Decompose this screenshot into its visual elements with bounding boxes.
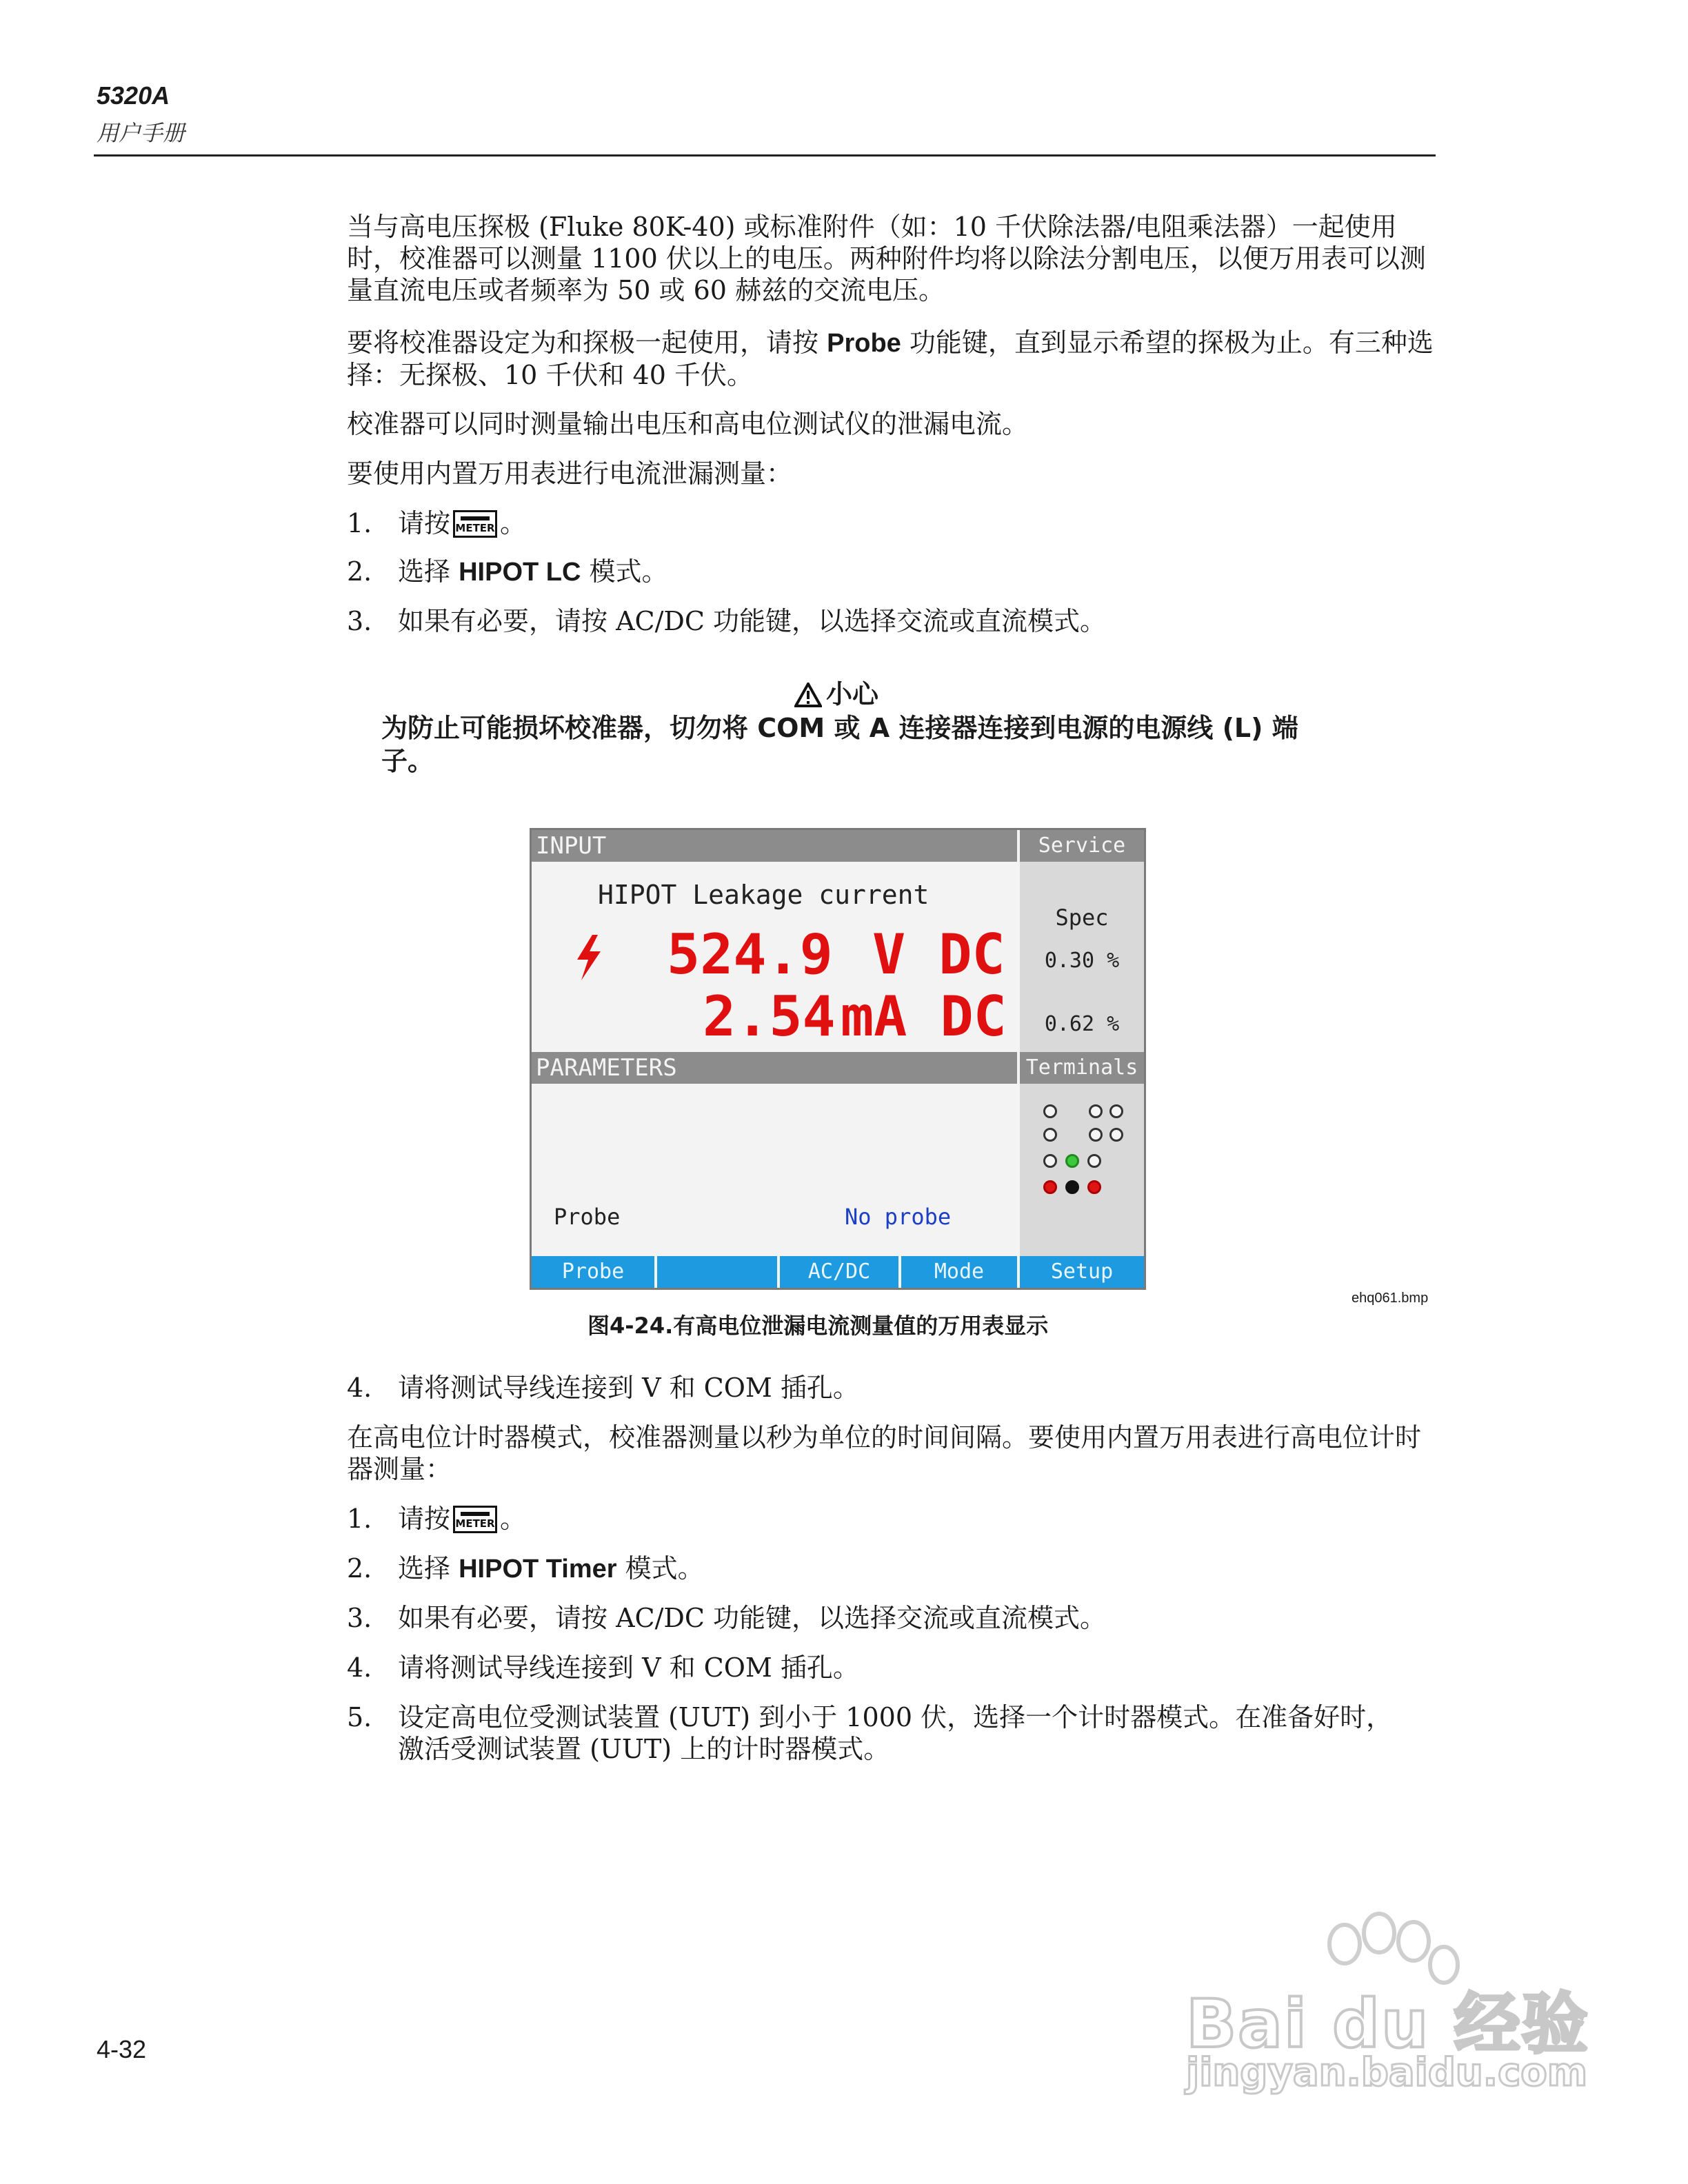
step-text: 模式。	[581, 556, 668, 587]
terminal-indicator-black	[1065, 1180, 1079, 1194]
step-item	[347, 1553, 1436, 1585]
paragraph-timer-intro: 在高电位计时器模式，校准器测量以秒为单位的时间间隔。要使用内置万用表进行高电位计时器测量：	[347, 1422, 1422, 1484]
watermark-url: jingyan.baidu.com	[1186, 2050, 1588, 2095]
paragraph-leakage-howto: 要使用内置万用表进行电流泄漏测量：	[347, 458, 793, 489]
high-voltage-lightning-icon	[572, 935, 605, 980]
step-text: 设定高电位受测试装置 (UUT) 到小于 1000 伏，选择一个计时器模式。在准备好时，激活受测试装置 (UUT) 上的计时器模式。	[398, 1702, 1393, 1764]
terminal-indicator-red	[1087, 1180, 1101, 1194]
mode-name: HIPOT Timer	[459, 1555, 617, 1584]
terminal-indicator	[1089, 1128, 1103, 1142]
step-item	[347, 507, 1436, 539]
step-text: 选择	[398, 1553, 459, 1584]
terminal-indicator	[1109, 1104, 1123, 1118]
terminal-indicator	[1043, 1154, 1057, 1168]
step-text: 请将测试导线连接到 V 和 COM 插孔。	[398, 1373, 859, 1403]
meter-display	[530, 828, 1146, 1290]
current-unit: mA DC	[841, 984, 1007, 1049]
service-softkey: Service	[1020, 830, 1144, 862]
step-text: 。	[500, 1504, 527, 1534]
figure-file-id: ehq061.bmp	[1352, 1291, 1429, 1306]
figure-caption: 图4-24.有高电位泄漏电流测量值的万用表显示	[587, 1313, 1049, 1339]
step-text: 请按	[398, 508, 451, 538]
step-number: 3.	[347, 606, 372, 636]
step-item	[347, 1372, 1436, 1404]
step-number: 2.	[347, 1553, 372, 1584]
spec-voltage: 0.30 %	[1044, 949, 1120, 973]
input-header: INPUT	[532, 830, 1017, 862]
step-item	[347, 556, 1436, 588]
terminal-indicator-red	[1043, 1180, 1057, 1194]
step-text: 请将测试导线连接到 V 和 COM 插孔。	[398, 1652, 859, 1683]
step-number: 4.	[347, 1373, 372, 1403]
baidu-watermark	[1172, 1903, 1600, 2110]
step-item	[347, 1701, 1436, 1765]
step-text: 如果有必要，请按 AC/DC 功能键，以选择交流或直流模式。	[398, 1603, 1107, 1633]
step-number: 5.	[347, 1702, 372, 1732]
softkey-blank[interactable]	[657, 1256, 777, 1288]
terminal-indicator	[1109, 1128, 1123, 1142]
parameters-header: PARAMETERS	[532, 1052, 1017, 1084]
parameter-name: Probe	[554, 1204, 621, 1230]
spec-label: Spec	[1055, 904, 1109, 931]
softkey-setup[interactable]: Setup	[1020, 1256, 1144, 1288]
softkey-probe[interactable]: Probe	[532, 1256, 654, 1288]
step-number: 1.	[347, 1504, 372, 1534]
paragraph-text: 功能键，直到显示希望的探极为止。有三种选择：无探极、10 千伏和 40 千伏。	[347, 327, 1434, 390]
step-text: 请按	[398, 1504, 451, 1534]
terminal-indicator-active	[1065, 1154, 1079, 1168]
step-item	[347, 1602, 1436, 1634]
meter-key-icon: METER	[453, 510, 497, 538]
caution-heading	[794, 673, 878, 711]
step-item	[347, 1503, 1436, 1535]
terminal-indicator	[1043, 1104, 1057, 1118]
paragraph-probe-intro: 当与高电压探极 (Fluke 80K-40) 或标准附件（如：10 千伏除法器/电阻乘法器）一起使用时，校准器可以测量 1100 伏以上的电压。两种附件均将以除法分割电压，以便万用表可以测量直流电压或者频率为 50 或 60 赫兹的交流电压。	[347, 212, 1426, 305]
page-number: 4-32	[97, 2035, 147, 2063]
manual-model-title: 5320A	[97, 81, 170, 110]
voltage-reading: 524.9	[667, 922, 833, 987]
voltage-unit: V DC	[872, 922, 1005, 987]
caution-title: 小心	[826, 679, 879, 709]
paragraph-probe-setup	[347, 327, 1436, 391]
parameter-value: No probe	[845, 1204, 952, 1230]
warning-triangle-icon	[794, 682, 822, 707]
terminals-header: Terminals	[1020, 1052, 1144, 1084]
paragraph-leakage-capability: 校准器可以同时测量输出电压和高电位测试仪的泄漏电流。	[347, 409, 1029, 439]
step-number: 2.	[347, 556, 372, 587]
spec-current: 0.62 %	[1044, 1012, 1120, 1036]
probe-key-name: Probe	[827, 329, 901, 358]
step-number: 3.	[347, 1603, 372, 1633]
step-text: 模式。	[616, 1553, 704, 1584]
step-number: 1.	[347, 508, 372, 538]
step-item	[347, 605, 1436, 637]
terminal-indicator	[1043, 1128, 1057, 1142]
function-name: HIPOT Leakage current	[598, 880, 930, 910]
terminal-indicator	[1087, 1154, 1101, 1168]
step-text: 选择	[398, 556, 459, 587]
step-number: 4.	[347, 1652, 372, 1683]
step-text: 如果有必要，请按 AC/DC 功能键，以选择交流或直流模式。	[398, 606, 1107, 636]
caution-text: 为防止可能损坏校准器，切勿将 COM 或 A 连接器连接到电源的电源线 (L) 端子。	[381, 713, 1298, 776]
step-text: 。	[500, 508, 527, 538]
current-reading: 2.54	[703, 984, 836, 1049]
paragraph-text: 要将校准器设定为和探极一起使用，请按	[347, 327, 827, 358]
softkey-mode[interactable]: Mode	[901, 1256, 1017, 1288]
mode-name: HIPOT LC	[459, 558, 581, 587]
watermark-brand: Bai du 经验	[1186, 1985, 1589, 2063]
step-item	[347, 1652, 1436, 1684]
header-divider	[94, 154, 1436, 156]
terminals-panel	[1020, 1084, 1144, 1256]
terminal-indicator	[1089, 1104, 1103, 1118]
manual-subtitle: 用户手册	[97, 120, 185, 146]
softkey-ac-dc[interactable]: AC/DC	[780, 1256, 898, 1288]
meter-key-icon: METER	[453, 1506, 497, 1533]
